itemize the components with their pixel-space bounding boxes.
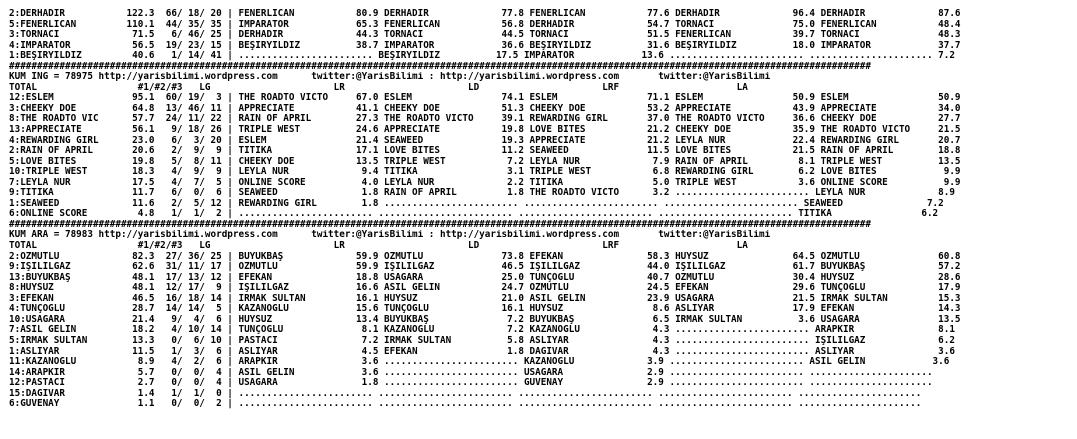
text-line: 1:ASLIYAR 11.5 1/ 3/ 6 | ASLIYAR 4.5 EFEKAN 1.8 DAĞIVAR 4.3 ........................ ASLIYAR 3.6 [9, 346, 955, 357]
text-line: 5:FENERLİCAN 110.1 44/ 35/ 35 | İMPARATOR 65.3 FENERLİCAN 56.8 DERHADIR 54.7 TORNACI 75.0 FENERLİCAN 48.4 [9, 19, 961, 30]
text-line: TOTAL #1/#2/#3 LG LR LD LRF LA [9, 241, 748, 252]
text-line: 5:IRMAK SULTAN 13.3 0/ 6/ 10 | PASTACI 7.2 IRMAK SULTAN 5.8 ASLIYAR 4.3 ........................ IŞILILGAZ 6.2 [9, 335, 955, 346]
text-line: 13:BÜYÜKBAŞ 48.1 17/ 13/ 12 | EFEKAN 18.8 USAGARA 25.0 TUNÇOĞLU 40.7 ÖZMUTLU 30.4 HUYSUZ 28.6 [9, 272, 961, 283]
text-line: 1:SEAWEED 11.6 2/ 5/ 12 | REWARDING GIRL 1.8 ........................ ........................ ........................ SEAWEED 7.2 [9, 198, 944, 209]
text-line: 3:CHEEKY DOE 64.8 13/ 46/ 11 | APPRECIATE 41.1 CHEEKY DOE 51.3 CHEEKY DOE 53.2 APPRECIATE 43.9 APPRECIATE 34.0 [9, 103, 961, 114]
text-line: 15:DAĞIVAR 1.4 1/ 1/ 0 | ........................ ........................ ........................ ........................ ...................... [9, 388, 922, 399]
text-line: 7:ASİL GELİN 18.2 4/ 10/ 14 | TUNÇOĞLU 8.1 KAZANOĞLU 7.2 KAZANOĞLU 4.3 ........................ ARAPKIR 8.1 [9, 325, 955, 336]
text-line: TOTAL #1/#2/#3 LG LR LD LRF LA [9, 82, 748, 93]
text-line: 1:BEŞİRYILDIZ 40.6 1/ 14/ 41 | ........................ BEŞİRYILDIZ 17.5 İMPARATOR 13.6 ........................ ...................... 7.2 [9, 51, 955, 62]
text-line: 10:USAGARA 21.4 9/ 4/ 6 | HUYSUZ 13.4 BÜYÜKBAŞ 7.2 BÜYÜKBAŞ 6.5 IRMAK SULTAN 3.6 USAGARA 13.5 [9, 314, 961, 325]
text-line: 9:TİTİKA 11.7 6/ 0/ 6 | SEAWEED 1.8 RAIN OF APRIL 1.8 THE ROADTO VICTO 3.2 ........................ LEYLA NUR 8.9 [9, 188, 955, 199]
text-line: 4:REWARDING GIRL 23.0 6/ 3/ 20 | ESLEM 21.4 SEAWEED 19.3 APPRECIATE 21.2 LEYLA NUR 22.4 REWARDING GIRL 20.7 [9, 135, 961, 146]
text-line: 6:GÜVENAY 1.1 0/ 0/ 2 | ........................ ........................ ........................ ........................ ...................... [9, 399, 922, 410]
text-line: 4:TUNÇOĞLU 28.7 14/ 14/ 5 | KAZANOĞLU 15.6 TUNÇOĞLU 16.1 HUYSUZ 8.6 ASLIYAR 17.9 EFEKAN 14.3 [9, 304, 961, 315]
text-line: 12:PASTACI 2.7 0/ 0/ 4 | USAGARA 1.8 ........................ GÜVENAY 2.9 ........................ ...................... [9, 378, 933, 389]
text-line: 14:ARAPKIR 5.7 0/ 0/ 4 | ASİL GELİN 3.6 ........................ USAGARA 2.9 ........................ ...................... [9, 367, 933, 378]
text-line: ########################################################################################################################################################## [9, 61, 871, 72]
text-line: 10:TRIPLE WEST 18.3 4/ 9/ 9 | LEYLA NUR 9.4 TİTİKA 3.1 TRIPLE WEST 6.8 REWARDING GIRL 6.2 LOVE BITES 9.9 [9, 167, 961, 178]
text-line: 8:THE ROADTO VIC 57.7 24/ 11/ 22 | RAIN OF APRIL 27.3 THE ROADTO VICTO 39.1 REWARDING GIRL 37.0 THE ROADTO VICTO 36.6 CHEEKY DOE 27.7 [9, 114, 961, 125]
text-line: 9:IŞILILGAZ 62.6 31/ 11/ 17 | ÖZMUTLU 59.9 IŞILILGAZ 46.5 IŞILILGAZ 44.0 IŞILILGAZ 61.7 BÜYÜKBAŞ 57.2 [9, 262, 961, 273]
text-line: KUM İNG = 78975 http://yarisbilimi.wordpress.com twitter:@YarisBilimi : http://yarisbilimi.wordpress.com twitter:@YarisBilimi [9, 72, 771, 83]
text-line: 2:RAIN OF APRIL 20.6 2/ 9/ 9 | TİTİKA 17.1 LOVE BITES 11.2 SEAWEED 11.5 LOVE BITES 21.5 RAIN OF APRIL 18.8 [9, 146, 961, 157]
text-line: 13:APPRECIATE 56.1 9/ 18/ 26 | TRIPLE WEST 24.6 APPRECIATE 19.8 LOVE BITES 21.2 CHEEKY DOE 35.9 THE ROADTO VICTO 21.5 [9, 125, 961, 136]
text-line: ########################################################################################################################################################## [9, 219, 871, 230]
text-line: 6:ONLINE SCORE 4.8 1/ 1/ 2 | ........................ ........................ ........................ ........................ TİTİKA 6.2 [9, 209, 939, 220]
text-line: 4:İMPARATOR 56.5 19/ 23/ 15 | BEŞİRYILDIZ 38.7 İMPARATOR 36.6 BEŞİRYILDIZ 31.6 BEŞİRYILDIZ 18.0 İMPARATOR 37.7 [9, 40, 961, 51]
text-line: 3:TORNACI 71.5 6/ 46/ 25 | DERHADIR 44.3 TORNACI 44.5 TORNACI 51.5 FENERLİCAN 39.7 TORNACI 48.3 [9, 30, 961, 41]
text-line: 11:KAZANOĞLU 8.9 4/ 2/ 6 | ARAPKIR 3.6 ........................ KAZANOĞLU 3.9 ........................ ASİL GELİN 3.6 [9, 357, 950, 368]
text-line: 7:LEYLA NUR 17.5 4/ 7/ 5 | ONLINE SCORE 4.0 LEYLA NUR 2.2 TİTİKA 5.0 TRIPLE WEST 3.6 ONLINE SCORE 9.9 [9, 177, 961, 188]
text-line: 5:LOVE BITES 19.8 5/ 8/ 11 | CHEEKY DOE 13.5 TRIPLE WEST 7.2 LEYLA NUR 7.9 RAIN OF APRIL 8.1 TRIPLE WEST 13.5 [9, 156, 961, 167]
text-line: 2:DERHADIR 122.3 66/ 18/ 20 | FENERLİCAN 80.9 DERHADIR 77.8 FENERLİCAN 77.6 DERHADIR 96.4 DERHADIR 87.6 [9, 9, 961, 19]
text-line: 2:ÖZMUTLU 82.3 27/ 36/ 25 | BÜYÜKBAŞ 59.9 ÖZMUTLU 73.8 EFEKAN 58.3 HUYSUZ 64.5 ÖZMUTLU 60.8 [9, 251, 961, 262]
text-line: KUM ARA = 78983 http://yarisbilimi.wordpress.com twitter:@YarisBilimi : http://yarisbilimi.wordpress.com twitter:@YarisBilimi [9, 230, 771, 241]
text-line: 8:HUYSUZ 48.1 12/ 17/ 9 | IŞILILGAZ 16.6 ASİL GELİN 24.7 ÖZMUTLU 24.5 EFEKAN 29.6 TUNÇOĞLU 17.9 [9, 283, 961, 294]
text-line: 3:EFEKAN 46.5 16/ 18/ 14 | IRMAK SULTAN 16.1 HUYSUZ 21.0 ASİL GELİN 23.9 USAGARA 21.5 IRMAK SULTAN 15.3 [9, 293, 961, 304]
text-line: 12:ESLEM 95.1 60/ 19/ 3 | THE ROADTO VICTO 67.0 ESLEM 74.1 ESLEM 71.1 ESLEM 50.9 ESLEM 50.9 [9, 93, 961, 104]
